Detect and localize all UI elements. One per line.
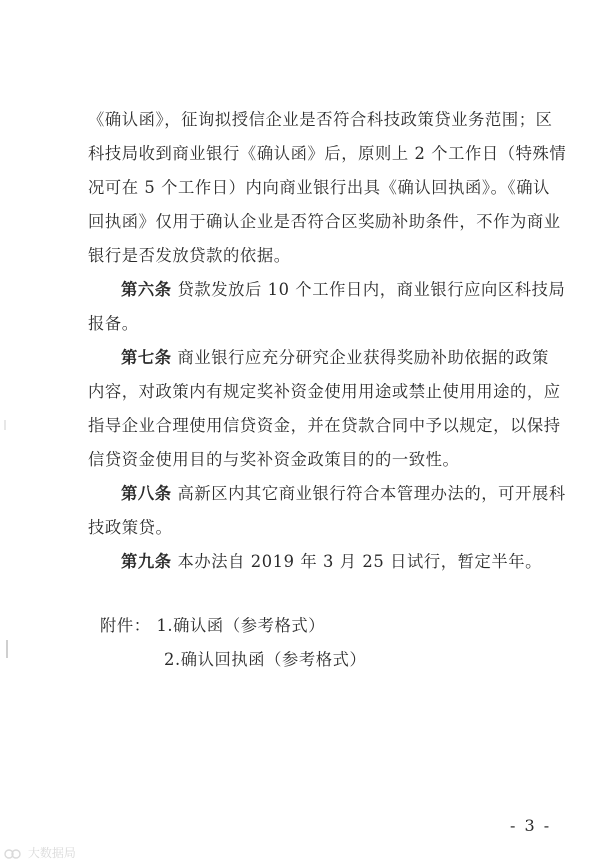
- attachment-item: 1.确认函（参考格式）: [156, 616, 326, 635]
- attachment-line-1: [100, 616, 520, 636]
- attachment-label: 附件：: [100, 616, 151, 635]
- article-8-heading: 第八条: [121, 484, 172, 503]
- paragraph-line: 指导企业合理使用信贷资金，并在贷款合同中予以规定，以保持: [88, 416, 561, 435]
- article-6-text: 贷款发放后 10 个工作日内，商业银行应向区科技局: [177, 280, 566, 299]
- paragraph-line: 银行是否发放贷款的依据。: [88, 246, 291, 265]
- article-6-line: [121, 280, 566, 300]
- article-6-heading: 第六条: [121, 280, 172, 299]
- paragraph-line: 信贷资金使用目的与奖补资金政策目的的一致性。: [88, 450, 460, 469]
- article-7-text: 商业银行应充分研究企业获得奖励补助依据的政策: [177, 348, 549, 367]
- article-8-text: 高新区内其它商业银行符合本管理办法的，可开展科: [177, 484, 566, 503]
- paragraph-line: 回执函》仅用于确认企业是否符合区奖励补助条件，不作为商业: [88, 212, 561, 231]
- paragraph-line: 报备。: [88, 314, 139, 333]
- attachment-item: 2.确认回执函（参考格式）: [164, 650, 367, 669]
- article-7-line: [121, 348, 549, 368]
- watermark-text: 大数据局: [27, 846, 76, 860]
- scan-mark: [4, 420, 6, 430]
- article-9-heading: 第九条: [121, 552, 172, 571]
- paragraph-line: 内容，对政策内有规定奖补资金使用用途或禁止使用用途的，应: [88, 382, 561, 401]
- paragraph-line: 况可在 5 个工作日）内向商业银行出具《确认回执函》。《确认: [88, 178, 551, 197]
- article-9-text: 本办法自 2019 年 3 月 25 日试行，暂定半年。: [177, 552, 543, 571]
- article-8-line: [121, 484, 566, 504]
- scan-mark: [6, 640, 8, 658]
- article-9-line: [121, 552, 543, 572]
- paragraph-line: 科技局收到商业银行《确认函》后，原则上 2 个工作日（特殊情: [88, 144, 567, 163]
- watermark-logo-icon: [4, 848, 22, 860]
- paragraph-line: 技政策贷。: [88, 518, 173, 537]
- paragraph-line: 《确认函》，征询拟授信企业是否符合科技政策贷业务范围；区: [88, 110, 553, 129]
- article-7-heading: 第七条: [121, 348, 172, 367]
- watermark: [4, 844, 76, 861]
- page-number: - 3 -: [510, 816, 552, 835]
